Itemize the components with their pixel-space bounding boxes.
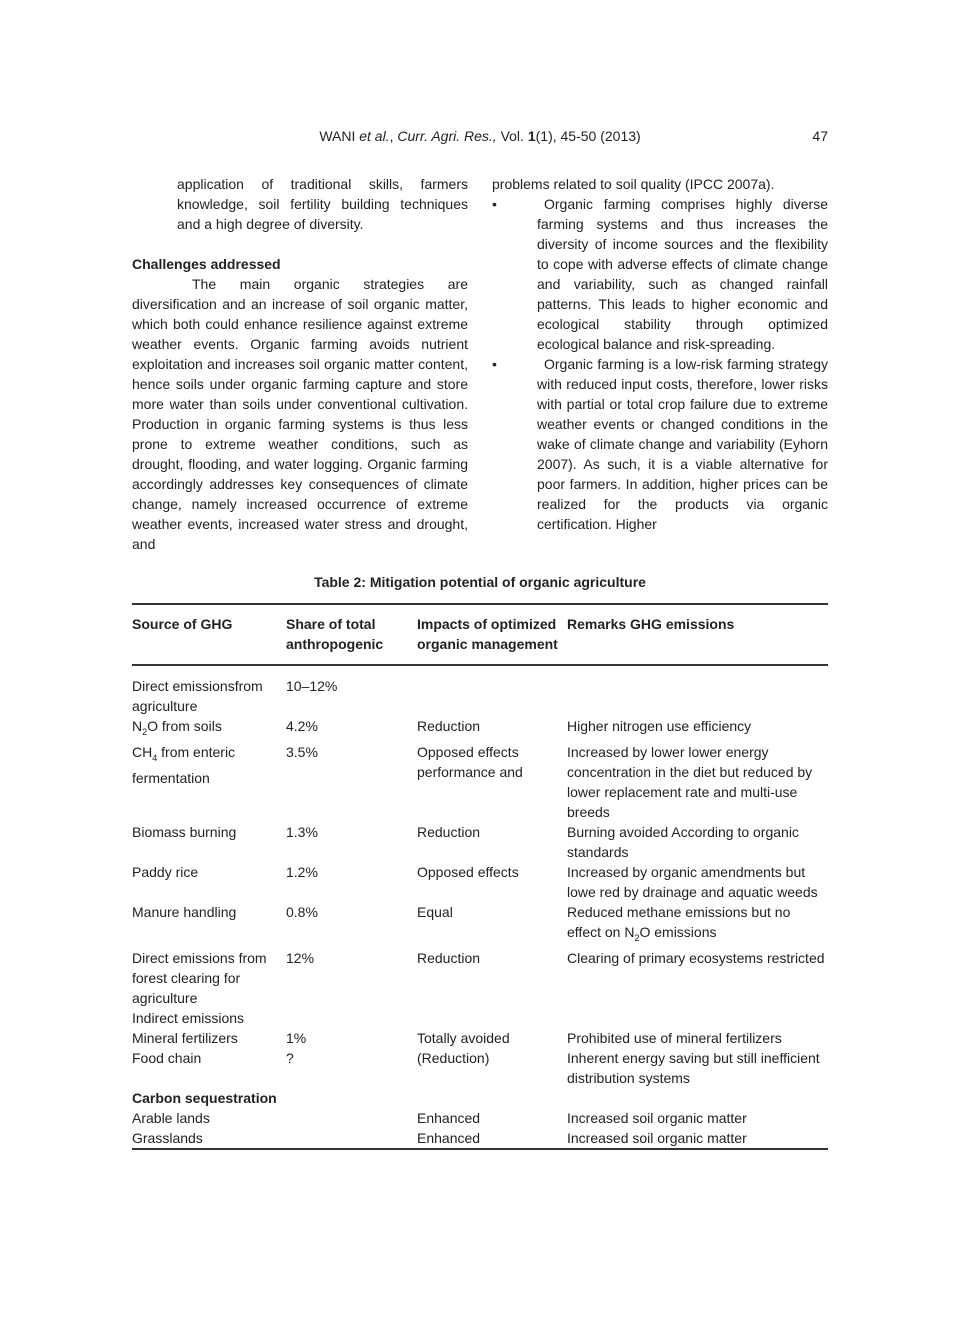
table-cell-share: 12% [286, 949, 315, 966]
body-paragraph: The main organic strategies are diversification and an increase of soil organic matter, which both could enhance resilience against extreme weather events. Organic farming avoids nutrient exploitation and increases soil organic matter content, hence soils under organic farming capture and store more water than soils under conventional cultivation. Production in organic farming systems is thus less prone to extreme weather conditions, such as drought, flooding, and water logging. Organic farming accordingly addresses key consequences of climate change, namely increased occurrence of extreme weather events, increased water stress and drought, and [132, 276, 468, 552]
table-cell-remarks: Increased soil organic matter [567, 1109, 747, 1126]
table-cell-remarks [567, 1008, 828, 1028]
table-cell-source: $N_2O$ from soils [132, 718, 222, 737]
page-number: 47 [812, 128, 828, 144]
table-cell-remarks: Increased soil organic matter [567, 1129, 747, 1146]
table-cell-impact: Reduction [417, 949, 481, 966]
table-cell-remarks [567, 665, 828, 716]
table-cell-share [286, 1008, 417, 1028]
table-cell-impact: Totally avoided [417, 1029, 510, 1046]
table-cell-impact [417, 1088, 567, 1108]
table-cell-source: Direct emissionsfrom agriculture [132, 678, 263, 714]
table-cell-source: Biomass burning [132, 823, 237, 840]
table-cell-impact [417, 665, 567, 716]
column-header: Source of GHG [132, 616, 233, 632]
table-row [132, 1028, 828, 1048]
table-cell-source: Indirect emissions [132, 1009, 245, 1026]
table-cell-remarks: Increased by lower lower energy concentration in the diet but reduced by lower replacement rate and multi-use breeds [567, 743, 813, 820]
table-row [132, 1108, 828, 1128]
table-row [132, 948, 828, 1008]
table-row [132, 1128, 828, 1149]
table-cell-remarks: Prohibited use of mineral fertilizers [567, 1029, 782, 1046]
table-cell-remarks: Clearing of primary ecosystems restricted [567, 949, 825, 966]
bullet-text: Organic farming is a low-risk farming strategy with reduced input costs, therefore, lower risks with partial or total crop failure due to extreme weather events or changed conditions in the wake of climate change and variability (Eyhorn 2007). As such, it is a viable alternative for poor farmers. In addition, higher prices can be realized for the products via organic certification. Higher [537, 356, 828, 532]
bullet-text: Organic farming comprises highly diverse farming systems and thus increases the diversity of income sources and the flexibility to cope with adverse effects of climate change and variability, such as changed rainfall patterns. This leads to higher economic and ecological stability through optimized ecological balance and risk-spreading. [537, 196, 828, 352]
table-row [132, 822, 828, 862]
table-caption: Table 2: Mitigation potential of organic agriculture [314, 574, 646, 590]
right-column [492, 174, 828, 534]
left-column [132, 174, 468, 554]
table-cell-share: 4.2% [286, 718, 318, 734]
table-cell-remarks: Reduced methane emissions but no effect on $N_2O$ emissions [567, 903, 791, 943]
continuation-text: application of traditional skills, farmers knowledge, soil fertility building techniques and a high degree of diversity. [177, 176, 468, 232]
table-cell-source: Direct emissions from forest clearing for agriculture [132, 949, 267, 1006]
table-cell-remarks [567, 1088, 828, 1108]
table-cell-share: 0.8% [286, 903, 318, 920]
column-header: Impacts of optimized organic management [417, 616, 558, 652]
table-cell-impact: Reduction [417, 823, 481, 840]
table-cell-share: 10–12% [286, 678, 338, 694]
bullet-item [492, 354, 828, 534]
table-cell-impact: Equal [417, 903, 453, 920]
table-cell-impact: Opposed effects performance and [417, 743, 523, 780]
table-cell-impact: Enhanced [417, 1129, 481, 1146]
bullet-icon: • [492, 356, 497, 372]
table-cell-source: Grasslands [132, 1129, 203, 1146]
table-row [132, 742, 828, 822]
table-cell-share: 1.3% [286, 823, 318, 840]
column-header: Share of total anthropogenic [286, 616, 384, 652]
running-head: WANI et al., Curr. Agri. Res., Vol. 1(1), 45-50 (2013) [319, 128, 641, 144]
table-cell-impact: (Reduction) [417, 1049, 490, 1066]
table-cell-impact [417, 1008, 567, 1028]
table-cell-impact: Reduction [417, 718, 481, 734]
table-cell-share [286, 1128, 417, 1149]
table-row [132, 862, 828, 902]
table-cell-impact: Enhanced [417, 1109, 481, 1126]
table-cell-source: Arable lands [132, 1109, 210, 1126]
table-cell-share: 1% [286, 1029, 307, 1046]
mitigation-table [132, 603, 828, 1150]
table-cell-source: $CH_4$ from enteric fermentation [132, 743, 236, 786]
table-cell-source: Food chain [132, 1049, 202, 1066]
table-row [132, 902, 828, 948]
table-cell-share [286, 1108, 417, 1128]
column-header: Remarks GHG emissions [567, 616, 735, 632]
continuation-text: problems related to soil quality (IPCC 2007a). [492, 176, 775, 192]
table-cell-share: 1.2% [286, 863, 318, 880]
table-cell-source: Mineral fertilizers [132, 1029, 238, 1046]
table-row [132, 716, 828, 742]
table-cell-source: Paddy rice [132, 863, 199, 880]
table-header-row [132, 604, 828, 665]
table-section-row [132, 1088, 828, 1108]
bullet-item [492, 194, 828, 354]
bullet-icon: • [492, 196, 497, 212]
table-row [132, 1048, 828, 1088]
table-cell-remarks: Burning avoided According to organic standards [567, 823, 799, 860]
table-cell-source: Manure handling [132, 903, 237, 920]
table-cell-share: 3.5% [286, 743, 318, 760]
table-cell-remarks: Higher nitrogen use efficiency [567, 718, 752, 734]
table-cell-share [286, 1088, 417, 1108]
table-row [132, 665, 828, 716]
table-cell-remarks: Increased by organic amendments but lowe red by drainage and aquatic weeds [567, 863, 818, 900]
table-cell-remarks: Inherent energy saving but still inefficient distribution systems [567, 1049, 820, 1086]
table-row [132, 1008, 828, 1028]
table-cell-share: ? [286, 1049, 294, 1066]
table-cell-impact: Opposed effects [417, 863, 519, 880]
table-cell-source: Carbon sequestration [132, 1089, 277, 1106]
section-heading: Challenges addressed [132, 256, 281, 272]
